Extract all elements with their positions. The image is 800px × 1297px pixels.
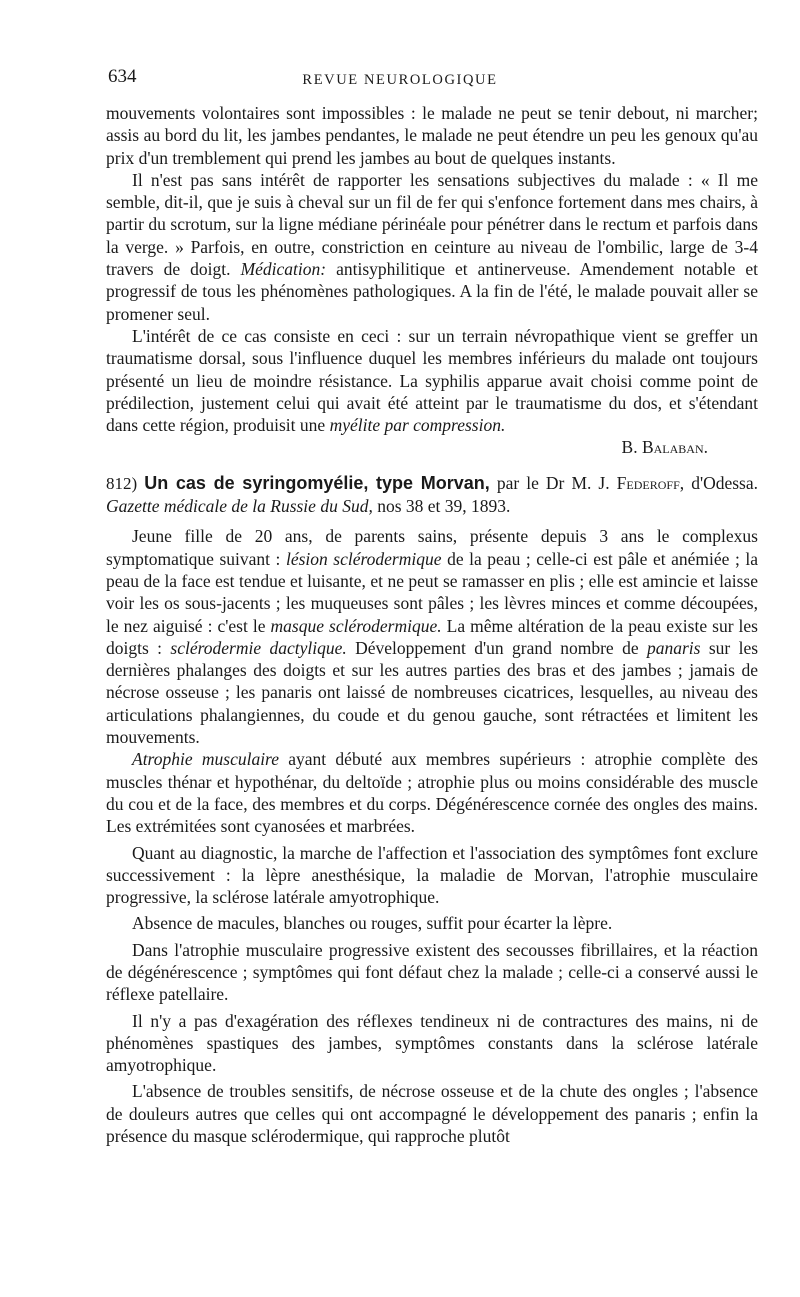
abstract-paragraph: Quant au diagnostic, la marche de l'affection et l'association des symptômes font exclure successivement : la lèpre anesthésique, la maladie de Morvan, l'atrophie musculaire progressive, la sclérose latérale amyotrophique. [106,842,758,908]
abstract-paragraph: Il n'y a pas d'exagération des réflexes tendineux ni de contractures des mains, ni de phénomènes spastiques des jambes, symptômes constants dans la sclérose latérale amyotrophique. [106,1010,758,1076]
abstract-paragraph: Absence de macules, blanches ou rouges, suffit pour écarter la lèpre. [132,913,613,934]
abstract-paragraph: Atrophie musculaire ayant débuté aux membres supérieurs : atrophie complète des muscles thénar et hypothénar, du deltoïde ; atrophie plus ou moins considérable des muscle du cou et de la face, des membres et du corps. Dégénérescence cornée des ongles des mains. Les extrémitées sont cyanosées et marbrées. [106,749,758,837]
issue: nos 38 et 39, 1893. [377,496,511,517]
abstract-paragraph: L'absence de troubles sensitifs, de nécrose osseuse et de la chute des ongles ; l'absence de douleurs autres que celles qui ont accompagné le développement des panaris ; enfin la présence du masque sclérodermique, qui rapproche plutôt [106,1081,758,1147]
page-number: 634 [108,66,137,87]
entry-title: Un cas de syringomyélie, type Morvan, [144,472,490,493]
source-journal: Gazette médicale de la Russie du Sud, [106,496,373,517]
running-head: REVUE NEUROLOGIQUE [302,72,498,88]
article1-paragraph: mouvements volontaires sont impossibles : le malade ne peut se tenir debout, ni marcher; assis au bord du lit, les jambes pendantes, le malade ne peut étendre un peu les genoux qu'au prix d'un tremblement qui prend les jambes au bout de quelques instants. [106,103,758,168]
medication-label: Médication: [240,259,327,280]
body-text [106,102,758,1147]
author: M. J. Federoff, [571,472,685,493]
article1-paragraph: Il n'est pas sans intérêt de rapporter les sensations subjectives du malade : « Il me semble, dit-il, que je suis à cheval sur un fil de fer qui s'enfonce fortement dans mes chairs, à partir du scrotum, sur la ligne médiane périnéale pour pénétrer dans le rectum et parfois dans la verge. » Parfois, en outre, constriction en ceinture au niveau de l'ombilic, large de 3-4 travers de doigt. Médication: antisyphilitique et antinerveuse. Amendement notable et progressif de tous les phénomènes pathologiques. A la fin de l'été, le malade pouvait aller se promener seul. [106,169,759,324]
signature: B. Balaban. [621,437,708,458]
abstract-paragraph: Dans l'atrophie musculaire progressive existent des secousses fibrillaires, et la réaction de dégénérescence ; symptômes qui font défaut chez la malade ; celle-ci a conservé aussi le réflexe patellaire. [106,939,758,1005]
abstract-entry [106,472,758,1148]
author-title: Dr [545,472,565,493]
article1-paragraph: L'intérêt de ce cas consiste en ceci : sur un terrain névropathique vient se greffer un traumatisme dorsal, sous l'influence duquel les membres inférieurs du malade ont toujours présenté un lieu de moindre résistance. La syphilis apparue avait choisi comme point de prédilection, justement celui qui avait été atteint par le traumatisme du dos, et s'étendant dans cette région, produisit une myélite par compression. [106,325,758,436]
entry-heading: 812) Un cas de syringomyélie, type Morvan, par le Dr M. J. Federoff, d'Odessa. Gazette médicale de la Russie du Sud, nos 38 et 39, 1893. [106,472,759,517]
entry-number: 812) [106,473,138,493]
abstract-paragraph: Jeune fille de 20 ans, de parents sains, présente depuis 3 ans le complexus symptomatique suivant : lésion sclérodermique de la peau ; celle-ci est pâle et anémiée ; la peau de la face est tendue et luisante, et ne peut se ramasser en plis ; elle est amincie et laisse voir les os sous-jacents ; les muqueuses sont pâles ; les lèvres minces et comme découpées, le nez aiguisé : c'est le masque sclérodermique. La même altération de la peau existe sur les doigts : sclérodermie dactylique. Développement d'un grand nombre de panaris sur les dernières phalanges des doigts et sur les autres parties des bras et des jambes ; jamais de nécrose osseuse ; les panaris ont laissé de nombreuses cicatrices, lesquelles, au niveau des articulations phalangiennes, du coude et du genou gauche, sont rétractées et limitent les mouvements. [106,526,759,748]
signature-line [106,436,758,458]
